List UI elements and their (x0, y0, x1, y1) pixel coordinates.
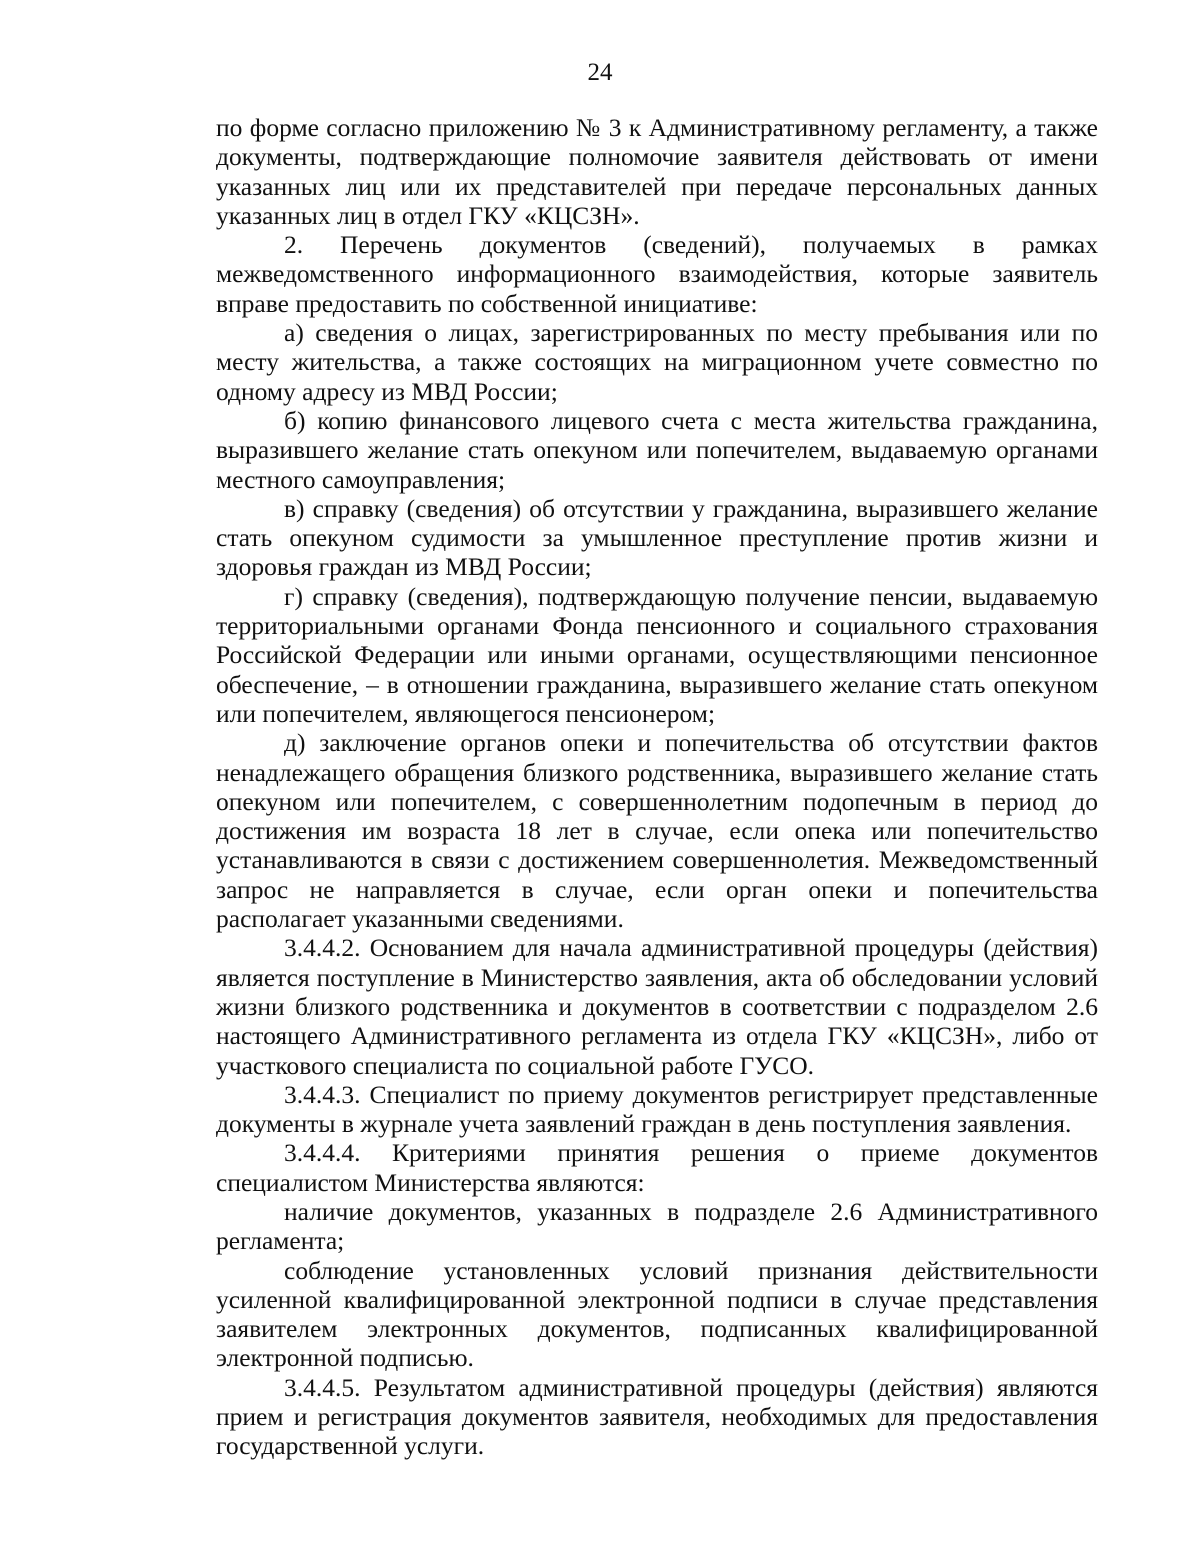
paragraph-3-4-4-4: 3.4.4.4. Критериями принятия решения о приеме документов специалистом Министерства являются: (216, 1138, 1098, 1197)
paragraph-criterion-documents: наличие документов, указанных в подразделе 2.6 Административного регламента; (216, 1196, 1098, 1256)
paragraph-continuation: по форме согласно приложению № 3 к Административному регламенту, а также документы, подтверждающие полномочие заявителя действовать от имени указанных лиц или их представителей при передаче персональных данных указанных лиц в отдел ГКУ «КЦСЗН». (216, 113, 1098, 230)
paragraph-criterion-signature: соблюдение установленных условий признания действительности усиленной квалифицированной электронной подписи в случае представления заявителем электронных документов, подписанных квалифицированной электронной подписью. (216, 1255, 1098, 1373)
paragraph-3-4-4-2: 3.4.4.2. Основанием для начала административной процедуры (действия) является поступление в Министерство заявления, акта об обследовании условий жизни близкого родственника и документов в соответствии с подразделом 2.6 настоящего Административного регламента из отдела ГКУ «КЦСЗН», либо от участкового специалиста по социальной работе ГУСО. (216, 933, 1098, 1080)
paragraph-3-4-4-3: 3.4.4.3. Специалист по приему документов регистрирует представленные документы в журнале учета заявлений граждан в день поступления заявления. (216, 1079, 1098, 1139)
paragraph-item-d: д) заключение органов опеки и попечительства об отсутствии фактов ненадлежащего обращения близкого родственника, выразившего желание стать опекуном или попечителем, с совершеннолетним подопечным в период до достижения им возраста 18 лет в случае, если опека или попечительство устанавливаются в связи с достижением совершеннолетия. Межведомственный запрос не направляется в случае, если орган опеки и попечительства располагает указанными сведениями. (216, 728, 1098, 934)
paragraph-item-v: в) справку (сведения) об отсутствии у гражданина, выразившего желание стать опекуном судимости за умышленное преступление против жизни и здоровья граждан из МВД России; (216, 493, 1098, 582)
paragraph-item-b: б) копию финансового лицевого счета с места жительства гражданина, выразившего желание стать опекуном или попечителем, выдаваемую органами местного самоуправления; (216, 405, 1098, 494)
paragraph-item-2: 2. Перечень документов (сведений), получаемых в рамках межведомственного информационного взаимодействия, которые заявитель вправе предоставить по собственной инициативе: (216, 230, 1098, 318)
paragraph-item-g: г) справку (сведения), подтверждающую получение пенсии, выдаваемую территориальными органами Фонда пенсионного и социального страхования Российской Федерации или иными органами, осуществляющими пенсионное обеспечение, – в отношении гражданина, выразившего желание стать опекуном или попечителем, являющегося пенсионером; (216, 581, 1098, 728)
paragraph-item-a: а) сведения о лицах, зарегистрированных по месту пребывания или по месту жительства, а также состоящих на миграционном учете совместно по одному адресу из МВД России; (216, 318, 1098, 406)
document-body (216, 113, 1098, 1461)
page-number: 24 (587, 59, 613, 86)
paragraph-3-4-4-5: 3.4.4.5. Результатом административной процедуры (действия) являются прием и регистрация документов заявителя, необходимых для предоставления государственной услуги. (216, 1372, 1098, 1461)
